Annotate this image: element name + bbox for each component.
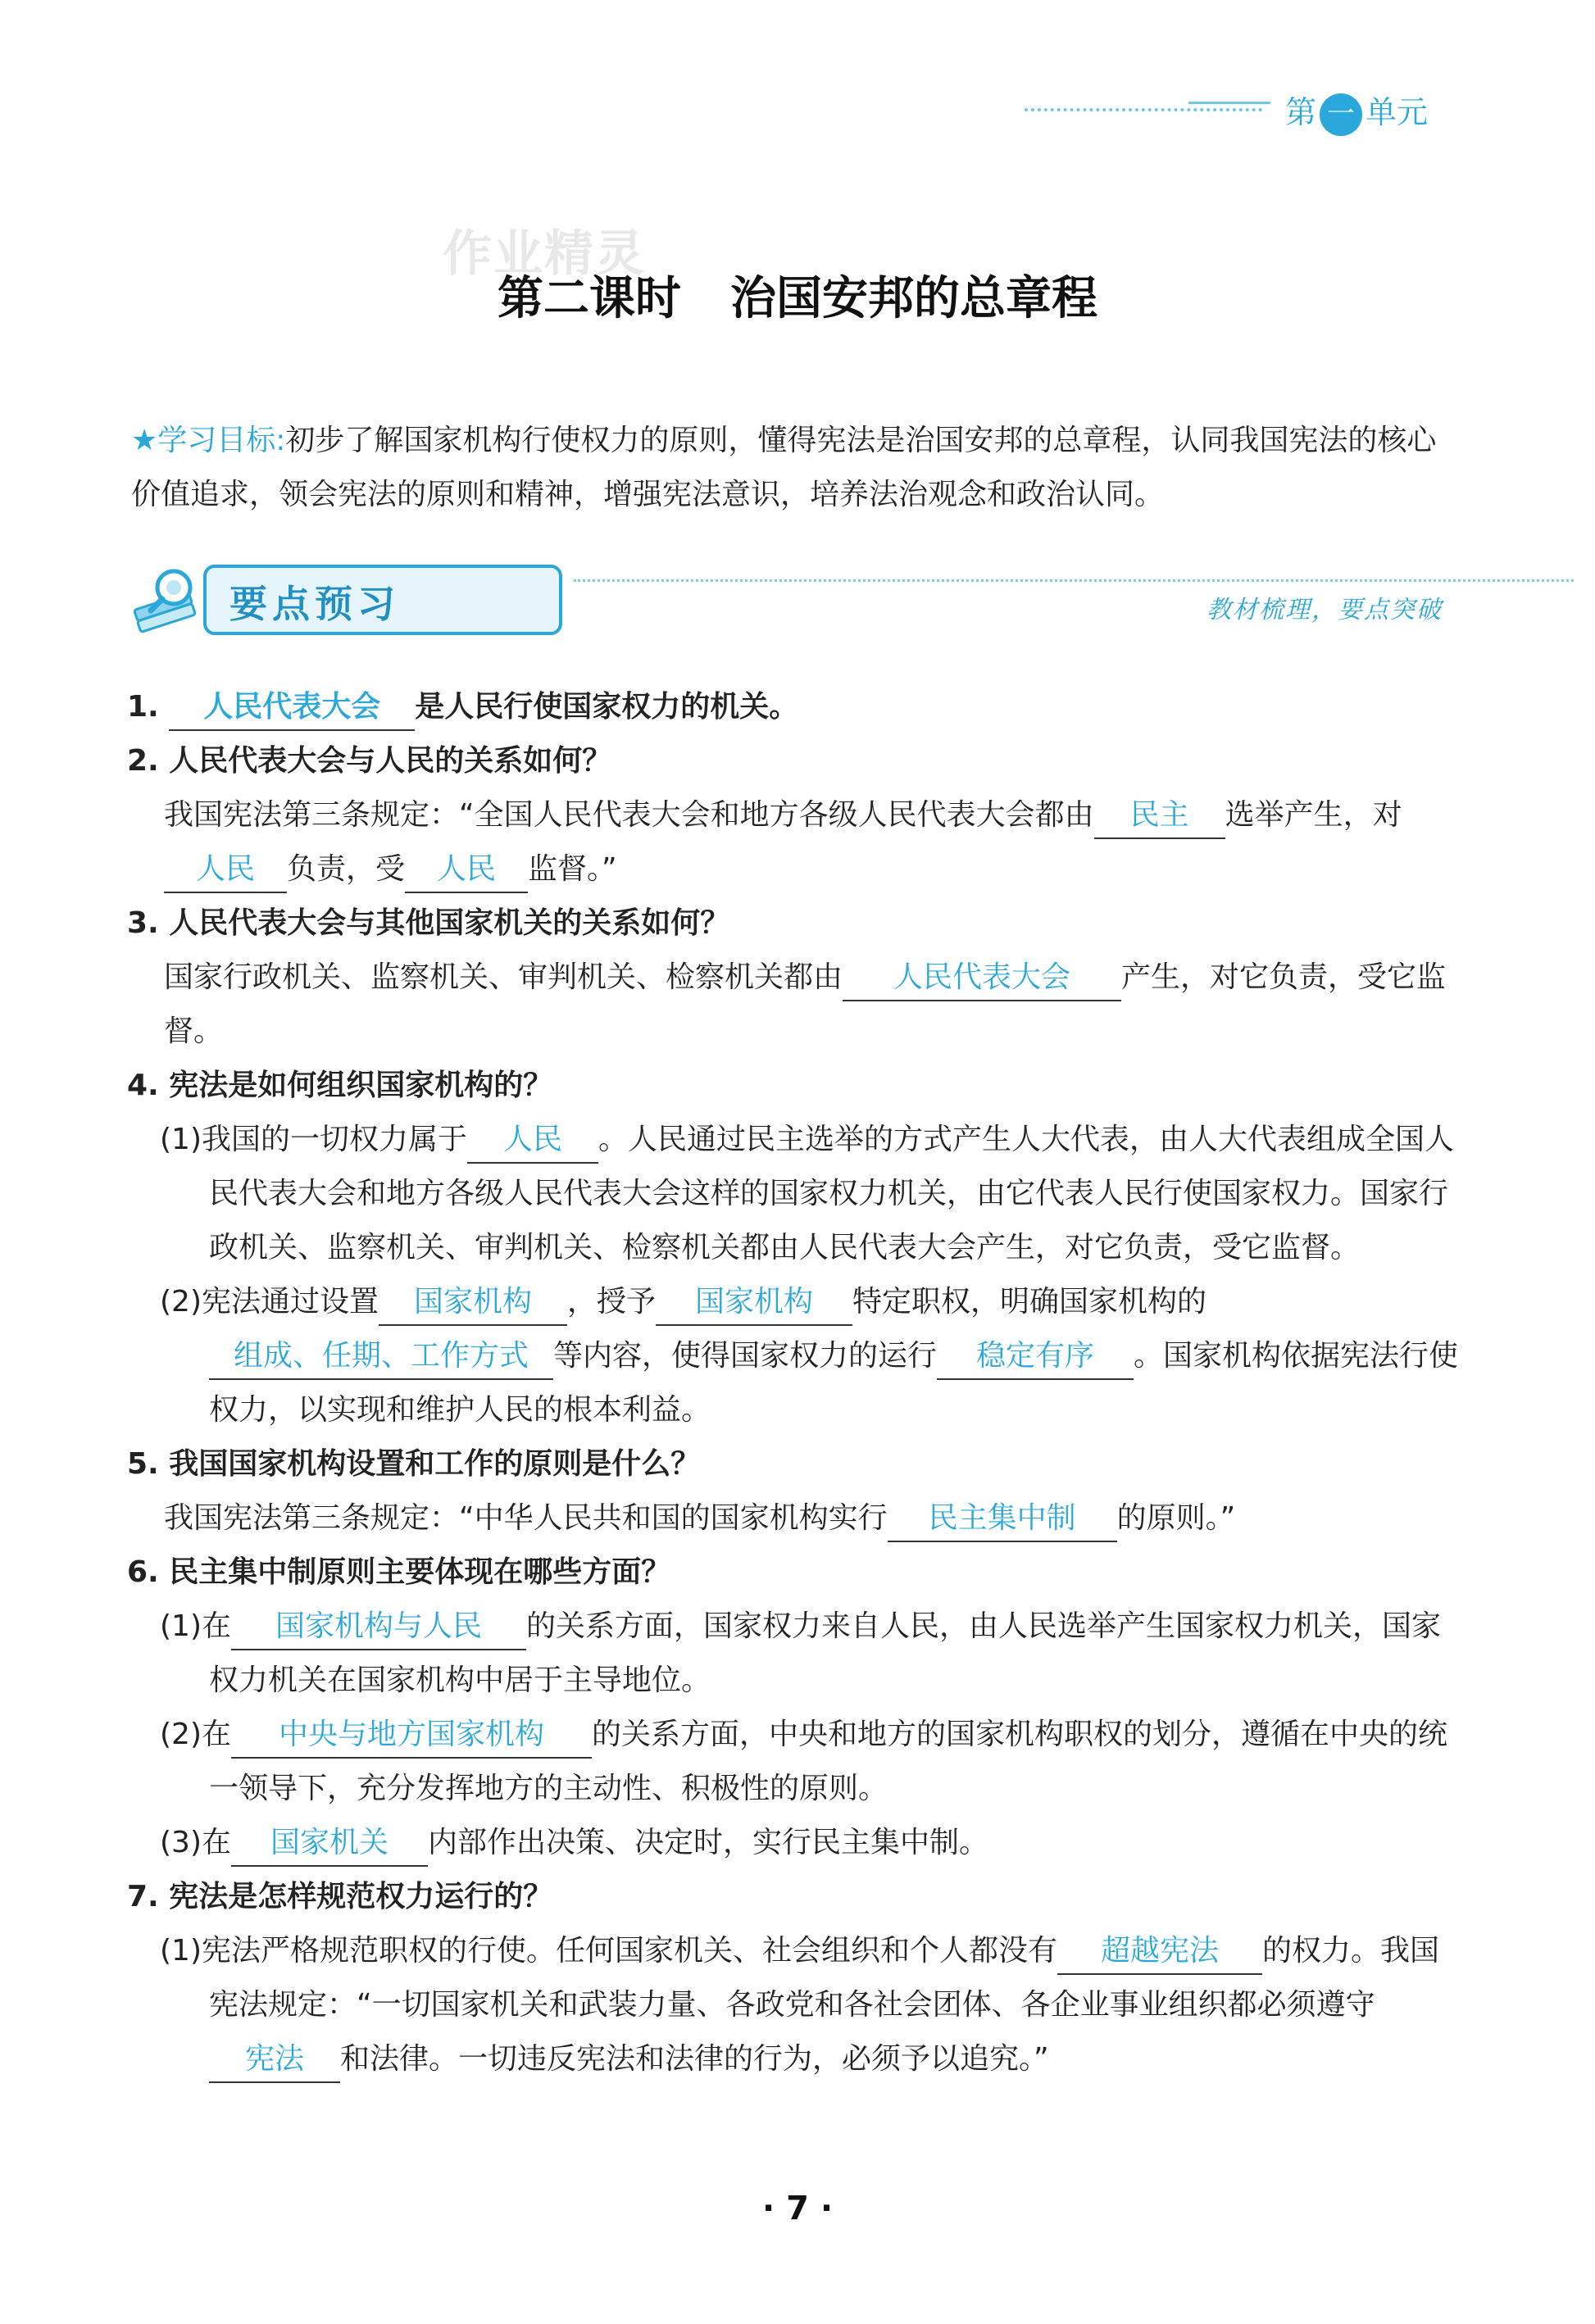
answer-blank: 超越宪法 — [1057, 1929, 1262, 1975]
answer-text: 选举产生，对 — [1225, 798, 1402, 832]
question-2-title: 2. 人民代表大会与人民的关系如何？ — [127, 744, 612, 778]
section-header — [131, 561, 1443, 643]
section-dotted-rule — [574, 579, 1574, 582]
unit-label — [1285, 87, 1428, 136]
answer-blank: 人民代表大会 — [843, 955, 1121, 1001]
answer-blank: 中央与地方国家机构 — [231, 1713, 592, 1759]
question-list — [127, 680, 1459, 2086]
lesson-label: 第二课时 — [498, 272, 681, 325]
answer-text: 。人民通过民主选举的方式产生人大代表，由人大代表组成全国人民代表大会和地方各级人民代表大会这样的国家权力机关，由它代表人民行使国家权力。国家行政机关、监察机关、审判机关、检察机关都由人民代表大会产生，对它负责，受它监督。 — [209, 1123, 1455, 1264]
unit-header — [1025, 82, 1443, 131]
question-3-title: 3. 人民代表大会与其他国家机关的关系如何？ — [127, 906, 730, 940]
answer-blank: 国家机构 — [656, 1280, 852, 1326]
answer-text: 负责，受 — [287, 852, 406, 886]
answer-text: 国家行政机关、监察机关、审判机关、检察机关都由 — [164, 960, 843, 994]
answer-text: 。国家机构依据宪法行使权力，以实现和维护人民的根本利益。 — [209, 1339, 1459, 1427]
answer-text: (2)在 — [160, 1718, 231, 1751]
answer-text: 我国宪法第三条规定：“中华人民共和国的国家机构实行 — [164, 1501, 888, 1535]
answer-blank: 民主集中制 — [888, 1496, 1117, 1542]
answer-text: (3)在 — [160, 1826, 231, 1859]
question-5-title: 5. 我国国家机构设置和工作的原则是什么？ — [127, 1447, 701, 1481]
header-dotted-rule — [1025, 108, 1262, 111]
watermark: 作业精灵 — [443, 225, 646, 283]
answer-text: 内部作出决策、决定时，实行民主集中制。 — [428, 1826, 989, 1859]
page-title — [0, 262, 1595, 328]
unit-prefix: 第 — [1285, 94, 1317, 130]
answer-blank: 国家机构 — [379, 1280, 567, 1326]
answer-blank: 人民代表大会 — [169, 685, 415, 731]
answer-blank: 人民 — [405, 847, 528, 893]
section-subtitle: 教材梳理，要点突破 — [1206, 596, 1443, 624]
answer-text: (2)宪法通过设置 — [160, 1285, 379, 1319]
answer-blank: 组成、任期、工作方式 — [209, 1334, 553, 1380]
answer-text: (1)宪法严格规范职权的行使。任何国家机关、社会组织和个人都没有 — [160, 1934, 1057, 1968]
answer-text: 的原则。” — [1116, 1501, 1236, 1535]
question-6-title: 6. 民主集中制原则主要体现在哪些方面？ — [127, 1555, 671, 1589]
question-3-answer — [127, 951, 1459, 1059]
question-6-part-1 — [127, 1600, 1459, 1708]
goal-label: ★学习目标: — [131, 424, 286, 457]
answer-text: 的关系方面，中央和地方的国家机构职权的划分，遵循在中央的统一领导下，充分发挥地方的主动性、积极性的原则。 — [209, 1718, 1448, 1805]
page-number: · 7 · — [761, 2190, 834, 2227]
learning-goal — [131, 414, 1459, 522]
question-1-number: 1. — [127, 690, 159, 724]
answer-blank: 人民 — [164, 847, 287, 893]
answer-blank: 民主 — [1094, 793, 1225, 839]
answer-text: 特定职权，明确国家机构的 — [852, 1285, 1207, 1319]
answer-text: 我国宪法第三条规定：“全国人民代表大会和地方各级人民代表大会都由 — [164, 798, 1094, 832]
question-1-text: 是人民行使国家权力的机关。 — [415, 690, 799, 724]
header-solid-rule — [1188, 102, 1270, 104]
section-badge — [203, 565, 562, 635]
unit-number: 一 — [1327, 97, 1356, 130]
unit-suffix: 单元 — [1366, 94, 1429, 130]
answer-text: (1)在 — [160, 1609, 231, 1643]
question-6-part-3 — [127, 1816, 1459, 1870]
question-4-title: 4. 宪法是如何组织国家机构的？ — [127, 1069, 553, 1102]
answer-text: 和法律。一切违反宪法和法律的行为，必须予以追究。” — [340, 2042, 1049, 2076]
question-2-answer — [127, 788, 1459, 896]
answer-blank: 国家机关 — [231, 1821, 428, 1867]
question-1 — [127, 680, 1459, 734]
section-title: 要点预习 — [229, 582, 400, 626]
answer-blank: 宪法 — [209, 2037, 340, 2083]
answer-text: 产生，对它负责，受它监督。 — [164, 960, 1447, 1048]
answer-text: (1)我国的一切权力属于 — [160, 1123, 467, 1156]
answer-blank: 人民 — [467, 1118, 598, 1164]
unit-number-circle — [1320, 93, 1362, 136]
answer-text: 的权力。我国宪法规定：“一切国家机关和武装力量、各政党和各社会团体、各企业事业组织都必须遵守 — [209, 1934, 1440, 2022]
answer-text: 的关系方面，国家权力来自人民，由人民选举产生国家权力机关，国家权力机关在国家机构中居于主导地位。 — [209, 1609, 1442, 1697]
question-4-part-1 — [127, 1113, 1459, 1275]
answer-blank: 稳定有序 — [937, 1334, 1134, 1380]
goal-text: 初步了解国家机构行使权力的原则，懂得宪法是治国安邦的总章程，认同我国宪法的核心价值追求，领会宪法的原则和精神，增强宪法意识，培养法治观念和政治认同。 — [131, 424, 1437, 511]
answer-blank: 国家机构与人民 — [231, 1605, 526, 1650]
question-7-part-1 — [127, 1924, 1459, 2086]
lesson-topic: 治国安邦的总章程 — [730, 272, 1097, 325]
question-4-part-2 — [127, 1275, 1459, 1437]
answer-text: 等内容，使得国家权力的运行 — [553, 1339, 938, 1373]
answer-text: ，授予 — [567, 1285, 657, 1319]
question-6-part-2 — [127, 1708, 1459, 1816]
question-5-answer — [127, 1491, 1459, 1546]
question-7-title: 7. 宪法是怎样规范权力运行的？ — [127, 1880, 553, 1913]
books-magnifier-icon — [131, 563, 205, 633]
answer-text: 监督。” — [528, 852, 617, 886]
